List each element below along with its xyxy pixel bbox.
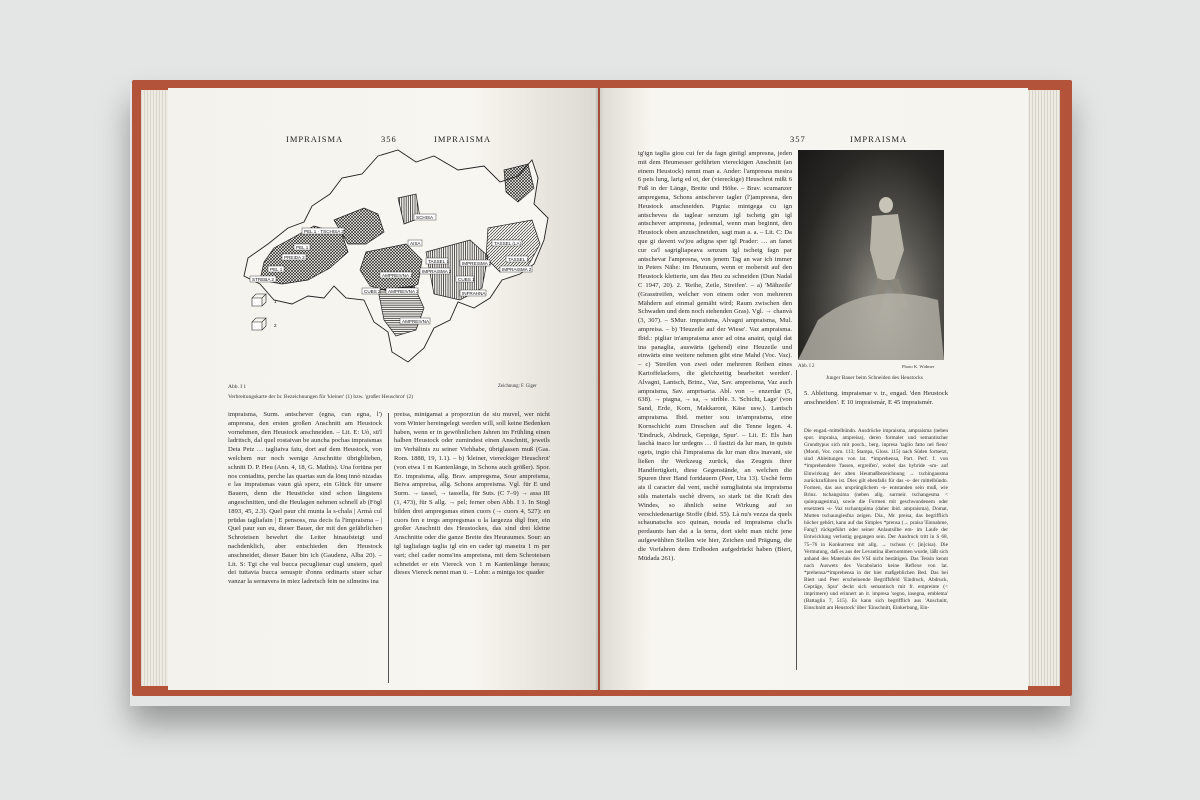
figure-credit-left: Zeichnung: F. Giger xyxy=(498,384,537,389)
map-label-cubs-1: CUBS 1 xyxy=(458,277,475,282)
running-head-right: IMPRAISMA xyxy=(434,134,492,144)
map-label-aisa: AISA xyxy=(410,241,421,246)
photo-figure xyxy=(798,150,944,360)
photo-young-farmer xyxy=(798,150,944,360)
map-label-impraisma-east: IMPRAISMA 2 xyxy=(502,267,532,272)
running-head-right-page: IMPRAISMA xyxy=(850,134,908,144)
figure-label-left: Abb. I 1 xyxy=(228,384,247,390)
left-page xyxy=(168,88,598,690)
column-text: 5. Ableitung. impraismar v. tr., engad. 'den Heustock anschneiden'. E 10 impraismár, E 45 impraismér. xyxy=(804,390,948,406)
map-label-schisa: SCHISA xyxy=(416,215,434,220)
book-gutter xyxy=(596,88,604,690)
page-number-right: 357 xyxy=(790,134,806,144)
map-label-pel-tschisa: PEL 1 · TSCHISA 2 xyxy=(304,229,344,234)
column-text: tg'ign taglia giou cui fer da fagn giniigl ampresna, jeden mit dem Heumesser geführten viereckigen Anschnitt (an einem Heustock) nennt man a. Ander: l'ampresna mesira 6 peis lung, larig ed ot, der (viereckige) Heuschrot mißt 6 Fuß in der Länge, Breite und Höhe. – Brav. scumanzer ampregsma, Schons antschever tagler (l')ampresna, den Heustock anschneiden. Pignia: mintgega cu ign antschevea da taglear senzum igl tschetg gin igl antschever ampresna, jedesmal, wenn man beginnt, den Heustock oben anzuschneiden, sagt man a. a. – Lit. C: Da que gi davent va'jou adigna sper igl Prader: … an fanet cur ca'l sagrigliapeava senzum igl tschetg fagn par antschevar l'ampresna, von jenem Tag an war ich immer in Peters Nähe: im Heuraum, wenn er mobersit auf den Heustock kletterte, um das Heu zu schneiden (Dun Nadal C 1947, 20). 2. 'Reihe, Zeile, Streifen'. – a) 'Mähzeile' (Grasstreifen, welcher von einem oder von mehreren Mähdern auf einmal gemäht wird; Raum zwischen den Schwaden und dem noch stehenden Gras). Vgl. → chanvà (3, 307). – SMur. impraisma, Alvagni ampraisma, Mul. ampreisa. – b) 'Heuzeile auf der Wiese'. Vaz ampraisma. Ibid.: pigliar in'ampraisma anor ad oina anaint, quigl dat ina panaglia, auswärts (gehend) eine Heuzeile und einwärts eine weitere nehmen gibt eine Mahd (Voc. Vaz). – c) 'Streifen von zwei oder mehreren Reihen eines Kartoffelackers, die gleichzeitig bearbeitet werden'. Alvagni, Lantsch, Brinz., Vaz, Sav. ampreisma, Vaz auch ampraisma, Sav. amprisaria. Abl. von → enzerdar (5, 638). → piagna, → sa, → strible. 3. 'Schicht, Lage' (von Sand, Erde, Korn, Makkaroni, Käse usw.). Lantsch ampraisma. Ibid. metter sou in'ampraisma, eine Kornschicht zum Dreschen auf die Tenne legen. 4. 'Eindruck, Abdruck, Gepräge, Spur'. – Lit. E: Els han laschà inaco lur urdegns … il fastizi da lur man, in quists ogets, ingio chà l'impraisma da lur man dira inavant, sie ließen ihr Werkzeug zurück, das Zeugnis ihrer Handfertigkeit, diese Gegenstände, an welchen die Spuren ihrer Hand fortdauern (Peer, Ura 13). Uschè ferm ais il caracter dal vent, uschè sumgliainta sia impraisma süls materials uschè divers, so stark ist die Kraft des Windes, so ähnlich seine Wirkung auf so verschiedenartige Stoffe (ibid. 55). Là nu's vezza da quels schaunatschs sco quinan, nouda ed impraisma cha'ls perdaunts han dat a la terra, dort sieht man nicht jene aufgewühlten Stellen wie hier, Zeichen und Prägung, die die Vorfahren dem Erdboden aufgedrückt haben (Biert, Müdada 261). xyxy=(638,150,792,562)
text-column-2 xyxy=(394,411,550,685)
distribution-map xyxy=(238,148,558,366)
map-legend xyxy=(252,294,277,330)
page-number-left: 356 xyxy=(381,134,397,144)
figure-credit-right: Photo K. Widmer xyxy=(902,364,935,369)
map-label-ampreivna-2: AMPREIVNA 2 xyxy=(388,289,419,294)
column-text: Die engad.-mittelbündn. Ausdrücke impraisma, ampraisma (neben spor. impraisa, ampreisa), deren formaler und semantischer Grundtypus sich mit posch., berg. inpresa 'taglio fatto nel fieno' (Monti, Voc. com. 113; Stampa, Gloss. 115) nach Süden fortsetzt, sind Ableitungen von lat. *imprehensa, Part. Perf. f. von *imprehendere 'fassen, ergreifen', wobei das hybride -sm- auf Einwirkung der alten Heumaßbezeichnung → tschingausma zurückzuführen ist. Dies gilt ebenfalls für das -s- der mittelbündn. Formen, das aus ursprünglichem -n- entstanden sein muß, wie Brinz. tschangsima (neben allg. surmeir. tschangesma < quinquagesima), sowie die Formen mit geschwundenem oder ersetztem -s- Vaz tschantgaima (daher ibid. ampraisma), Domat, Mutten tschaungiesfna zeigen. Dia., Mr. preisa, das begrifflich höcher gehört, kann auf das Simplex *prensa (→ praisa 'Einnahme, Fang') rückgeführt oder seiner Anlautsilbe em- im Laufe der Entwicklung verlustig gegangen sein. Der Ausdruck tritt in S 68, 75–76 in Konkurrenz mit allg. → tschuss (< [in]cisa). Die Vermutung, daß es aus der Levantina übernommen wurde, läßt sich anhand des Materials des VSI nicht bestätigen. Das Tessin kennt nach Auswets des Vocabolario keine Reflexe von lat. *prehensa/*imprehensa in der hier maßgeblichen Bed. Das bei Biert und Peer erscheinende Begriffsfeld 'Eindruck, Abdruck, Gepräge, Spur' deckt sich semantisch mit fr. empreinte (< imprimere) und erinnert an it. impresa 'segno, insegna, emblema' (Battaglia 7, 515). Es kann sich begrifflich aus 'Anschnitt, Einschnitt am Heustock' über 'Einschnitt, Einkerbung, Ein- xyxy=(804,428,948,612)
map-label-tassel-east: TASSEL 1 xyxy=(508,257,529,262)
figure-caption-right: Junger Bauer beim Schneiden des Heustocks xyxy=(826,375,923,381)
column-rule xyxy=(388,413,389,683)
column-text: preisa, mintgamai a proporziun de siu muvel, wer nicht vom Winter hereingelegt werden will, soll keine Bedenken haben, wenn er in gewöhnlichen Jahren im Frühling einen halben Heustock oder zumindest einen Anschnitt, jeweils im Verhältnis zu seiner Viehhabe, übriglassen muß (Gas. Rom. 1888, 19, 1.1). – b) 'kleiner, viereckiger Heuschrot' (von etwa 1 m Kantenlänge, in Schons auch größer). Spor. Eo. impraisma, allg. Brav. ampregsma, Sour ampreisma, Beiva ampreisa, allg. Schons ampreisma. Vgl. für E und Surm. → tassel, → tassella, für Suts. (C 7–9) → assa III (1, 473), für S allg. → pel; ferner oben Abb. I 1. In Stogl bilden drei ampregsmas einen cuors (→ cuors 4, 527): en cuors fen e tregs ampregsmas u la largezza digl fner, ein großer Anschnitt des Heustockes, das sind drei kleine Anschnitte oder die ganze Breite des Heuraumes. Sour: an igl tagliafagn taglia igl ein en cader tgi maseira 1 m per vart; chel cader noms'ins ampreisna, mit dem Schroteisen schneidet er ein Viereck von 1 m Kantenlänge heraus; dieses Viereck nennt man ü. – Lohn: a mintga toc quader xyxy=(394,411,550,577)
column-text: impraisma, Surm. antschever (egna, cun egna, l') ampresna, den ersten großen Anschnitt am Heustock vornehmen, den Heustock anschneiden. – Lit. E: Uò, sü'l ladritsch, dal quel rostaivan be aunchа pochas impraismas Deta Petz … tagliaiva faiu, dort auf dem Heustock, von welchem nur noch wenige Anschnitte übrigblieben, schnitt D. P. Heu (Ann. 4, 18, G. Mathis). Una fortüna per nos contadins, perche las quartas sun da lönq innò nizadas e las impraismas vaun già sperz, ein Glück für unsere Bauern, denn die Heustöcke sind schon längstens angeschnitten, und die Heulagen nehmen schnell ab (Fögl 1893, 45, 2.3). Quel paur chi munta la s-chala | Armà cul prüdas tagliafain | E pensoss, ma decis fa l'impraisma – | Quel paur sun eu, dieser Bauer, der mit den gefährlichen Schroteisen bewehrt die Leiter hinaufsteigt und nachdenklich, aber entschieden den Heustock anschneidet, dieser Bauer bin ich (Gaudenz, Alba 20). – Lit. S: Tgi che vul bucca pecuglienar cugl unsiern, quel dei tuttavia bucca senuspir d'onns ordinaris stuer schar vanzar la sernavera in miez ladretsch fein ne silmeins ina xyxy=(228,411,382,586)
map-label-pel-2: PEL 1 xyxy=(270,267,283,272)
figure-label-right: Abb. I 2 xyxy=(798,364,815,369)
column-rule xyxy=(796,370,797,670)
map-label-impraisma-2: IMPRAISMA 2 xyxy=(422,269,452,274)
map-label-impreisma-2: IMPREISMA 2 xyxy=(462,261,492,266)
map-label-infrahna: INFRAHNA xyxy=(462,291,486,296)
running-head-left: IMPRAISMA xyxy=(286,134,344,144)
map-label-tassel-la: TASSEL (LA) xyxy=(494,241,522,246)
map-label-ampreivna-1: AMPREIVNA 1 xyxy=(382,273,413,278)
map-label-ampreivna: AMPREIVNA xyxy=(402,319,430,324)
page-edges-right xyxy=(1024,90,1060,686)
map-label-pel: PEL 1 xyxy=(296,245,309,250)
legend-label-2: 2 xyxy=(274,323,277,328)
map-label-cubs-2: CUBS 2 xyxy=(364,289,381,294)
legend-label-1: 1 xyxy=(274,299,277,304)
map-label-preida: PREIDA 2 xyxy=(284,255,305,260)
figure-caption-left: Verbreitungskarte der br. Bezeichnungen für 'kleiner' (1) bzw. 'großer Heuschrot' (2) xyxy=(228,394,414,400)
text-column-3 xyxy=(638,150,792,676)
map-label-tassel-1: TASSEL 1 xyxy=(428,259,449,264)
legend-cube-1 xyxy=(252,294,266,306)
map-label-streba: STREBA 2 xyxy=(252,277,274,282)
text-column-1 xyxy=(228,411,382,685)
right-page xyxy=(600,88,1028,690)
text-derivation xyxy=(804,390,948,426)
legend-cube-2 xyxy=(252,318,266,330)
text-etymology xyxy=(804,428,948,678)
